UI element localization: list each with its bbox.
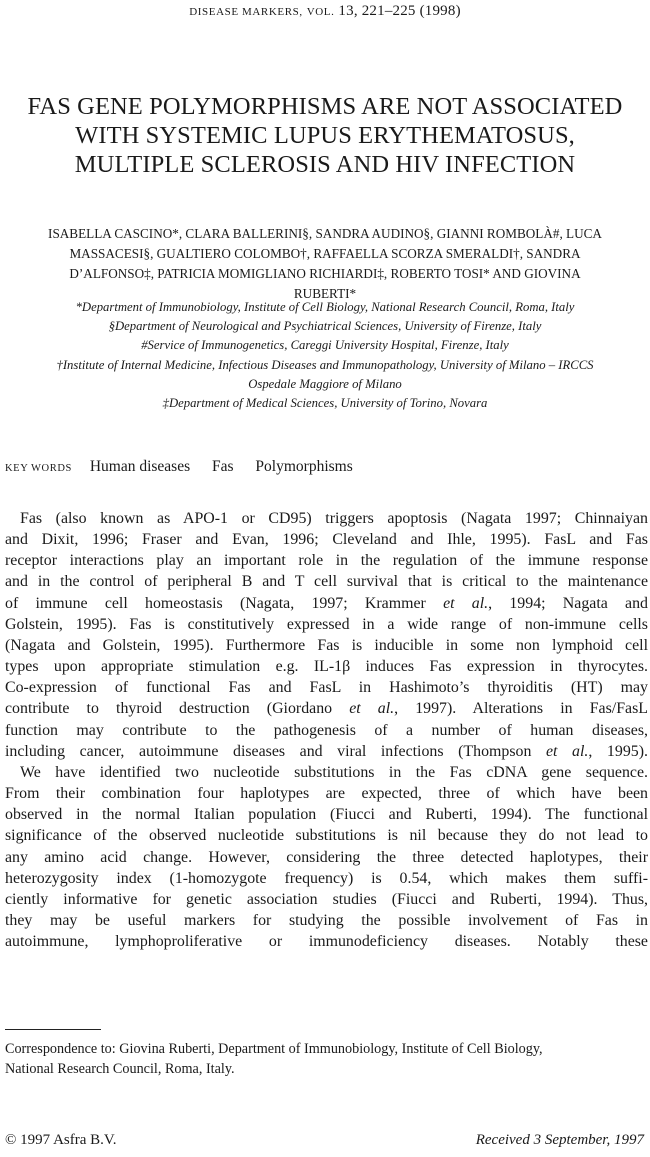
keywords bbox=[5, 458, 371, 476]
text-line: receptor interactions play an important role in the regulation of the immune response bbox=[5, 552, 648, 570]
received-date: Received 3 September, 1997 bbox=[475, 1132, 644, 1148]
text-line: any amino acid change. However, considering the three detected haplotypes, their bbox=[5, 848, 648, 866]
text-line: observed in the normal Italian population (Fiucci and Ruberti, 1994). The functional bbox=[5, 806, 648, 824]
text-line: Co-expression of functional Fas and FasL in Hashimoto’s thyroiditis (HT) may bbox=[5, 679, 648, 697]
text-line: contribute to thyroid destruction (Giordano et al., 1997). Alterations in Fas/FasL bbox=[5, 700, 648, 718]
affiliation-line: §Department of Neurological and Psychiatrical Sciences, University of Firenze, Italy bbox=[108, 319, 542, 334]
author-line: RUBERTI* bbox=[293, 286, 357, 301]
text-line: function may contribute to the pathogenesis of a number of human diseases, bbox=[5, 721, 648, 739]
affiliation-line: Ospedale Maggiore of Milano bbox=[248, 376, 402, 391]
text-line: From their combination four haplotypes are expected, three of which have been bbox=[5, 785, 648, 803]
correspondence-footnote bbox=[5, 1040, 645, 1079]
author-line: MASSACESI§, GUALTIERO COLOMBO†, RAFFAELLA SCORZA SMERALDI†, SANDRA bbox=[69, 246, 581, 261]
affiliations bbox=[0, 298, 650, 413]
keyword: Fas bbox=[212, 458, 234, 475]
paragraph bbox=[5, 762, 648, 952]
keyword: Human diseases bbox=[89, 458, 191, 475]
title-line: MULTIPLE SCLEROSIS AND HIV INFECTION bbox=[74, 151, 576, 178]
body-text bbox=[5, 508, 648, 952]
copyright-notice: © 1997 Asfra B.V. bbox=[5, 1132, 117, 1148]
text-line: Golstein, 1995). Fas is constitutively expressed in a wide range of non-immune cells bbox=[5, 615, 648, 633]
author-list bbox=[0, 224, 650, 304]
text-line: We have identified two nucleotide substitutions in the Fas cDNA gene sequence. bbox=[20, 763, 648, 781]
text-line: autoimmune, lymphoproliferative or immunodeficiency diseases. Notably these bbox=[5, 933, 648, 951]
text-line: types upon appropriate stimulation e.g. IL-1β induces Fas expression in thyrocytes. bbox=[5, 658, 648, 676]
affiliation-line: ‡Department of Medical Sciences, University of Torino, Novara bbox=[162, 396, 488, 411]
text-line: of immune cell homeostasis (Nagata, 1997; Krammer et al., 1994; Nagata and bbox=[5, 594, 648, 612]
footnote-line: National Research Council, Roma, Italy. bbox=[5, 1060, 235, 1077]
text-line: including cancer, autoimmune diseases and viral infections (Thompson et al., 1995). bbox=[5, 742, 648, 760]
text-line: Fas (also known as APO-1 or CD95) triggers apoptosis (Nagata 1997; Chinnaiyan bbox=[20, 510, 648, 527]
footnote-line: Correspondence to: Giovina Ruberti, Department of Immunobiology, Institute of Cell Biology, bbox=[5, 1041, 543, 1057]
paragraph bbox=[5, 508, 648, 762]
text-line: and Dixit, 1996; Fraser and Evan, 1996; Cleveland and Ihle, 1995). FasL and Fas bbox=[5, 531, 648, 549]
text-line: (Nagata and Golstein, 1995). Furthermore Fas is inducible in some non lymphoid cell bbox=[5, 636, 648, 654]
author-line: D’ALFONSO‡, PATRICIA MOMIGLIANO RICHIARDI‡, ROBERTO TOSI* AND GIOVINA bbox=[69, 266, 581, 281]
text-line: significance of the observed nucleotide substitutions is nil because they do not lead to bbox=[5, 827, 648, 845]
affiliation-line: *Department of Immunobiology, Institute of Cell Biology, National Research Council, Roma, Italy bbox=[75, 300, 575, 314]
citation: 13, 221–225 (1998) bbox=[338, 3, 461, 19]
running-header bbox=[0, 3, 650, 20]
journal-name: DISEASE MARKERS, bbox=[189, 6, 303, 18]
title-line: FAS GENE POLYMORPHISMS ARE NOT ASSOCIATED bbox=[27, 93, 623, 120]
affiliation-line: #Service of Immunogenetics, Careggi University Hospital, Firenze, Italy bbox=[141, 338, 509, 353]
text-line: heterozygosity index (1-homozygote frequency) is 0.54, which makes them suffi- bbox=[5, 869, 648, 887]
text-line: ciently informative for genetic association studies (Fiucci and Ruberti, 1994). Thus, bbox=[5, 890, 648, 908]
keyword: Polymorphisms bbox=[255, 458, 353, 475]
text-line: and in the control of peripheral B and T cell survival that is critical to the maintenance bbox=[5, 573, 648, 591]
affiliation-line: †Institute of Internal Medicine, Infectious Diseases and Immunopathology, University of Milano – IRCCS bbox=[56, 357, 594, 372]
article-title bbox=[0, 92, 650, 179]
author-line: ISABELLA CASCINO*, CLARA BALLERINI§, SANDRA AUDINO§, GIANNI ROMBOLÀ#, LUCA bbox=[48, 226, 602, 241]
text-line: they may be useful markers for studying the possible involvement of Fas in bbox=[5, 911, 648, 929]
volume-label: VOL. bbox=[306, 6, 335, 18]
title-line: WITH SYSTEMIC LUPUS ERYTHEMATOSUS, bbox=[75, 122, 575, 149]
keywords-label: KEY WORDS bbox=[5, 463, 72, 474]
footnote-divider bbox=[5, 1029, 101, 1030]
